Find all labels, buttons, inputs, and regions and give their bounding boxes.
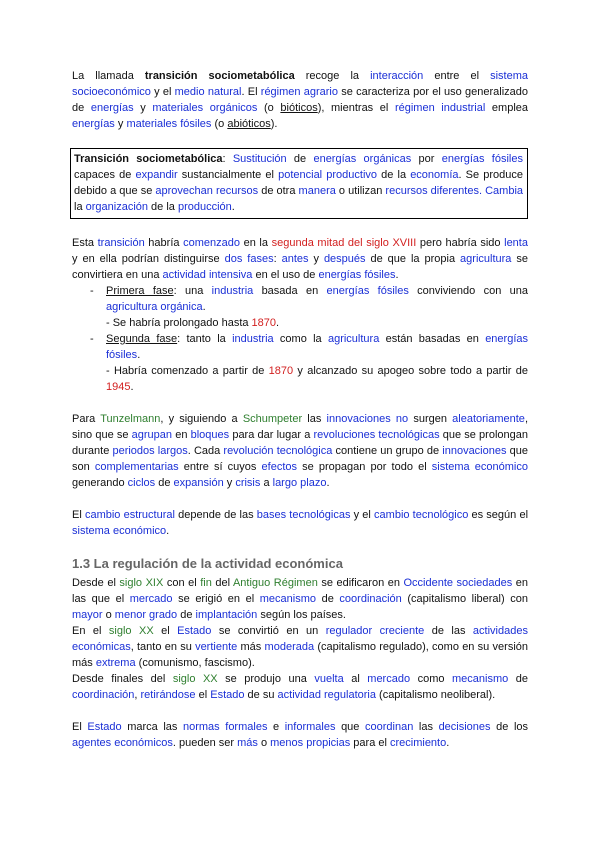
- highlight-term: materiales fósiles: [126, 118, 212, 130]
- highlight-term: vertiente: [195, 641, 238, 653]
- highlight-term: innovaciones: [326, 413, 391, 425]
- text: las: [413, 721, 439, 733]
- text: en las que el: [72, 577, 528, 605]
- highlight-term: agrupan: [131, 429, 173, 441]
- highlight-term: mecanismo: [259, 593, 317, 605]
- text: y el: [150, 86, 175, 98]
- text: depende de las: [174, 509, 257, 521]
- highlight-term: industria: [232, 333, 274, 345]
- highlight-term: Sustitución: [232, 153, 287, 165]
- text: emplea: [485, 102, 529, 114]
- highlight-term: después: [323, 253, 366, 265]
- text: y alcanzado su apogeo sobre todo a partir de: [293, 365, 528, 377]
- highlight-term: bloques: [190, 429, 230, 441]
- highlight-term: normas formales: [183, 721, 268, 733]
- text: .: [137, 349, 141, 361]
- date-term: 1870: [251, 317, 277, 329]
- list-item: [72, 331, 528, 395]
- text: y: [114, 118, 127, 130]
- highlight-term: dos fases: [224, 253, 274, 265]
- highlight-term: sistema socioeconómico: [72, 70, 528, 98]
- text: entre el: [423, 70, 491, 82]
- highlight-term: coordinan: [365, 721, 414, 733]
- highlight-term: comenzado: [183, 237, 240, 249]
- text: e: [267, 721, 285, 733]
- highlight-term: potencial productivo: [278, 169, 378, 181]
- highlight-term: lenta: [504, 237, 528, 249]
- text: (comunismo, fascismo).: [135, 657, 255, 669]
- highlight-term: régimen agrario: [260, 86, 338, 98]
- bold-term: Transición sociometabólica: [74, 153, 223, 165]
- text: ,: [134, 689, 141, 701]
- text: : una: [173, 285, 212, 297]
- text: (capitalismo neoliberal).: [375, 689, 496, 701]
- text: El: [72, 721, 88, 733]
- text: :: [222, 153, 233, 165]
- text: de su: [244, 689, 278, 701]
- underlined-term: bióticos: [280, 102, 318, 114]
- phase-name: Primera fase: [106, 285, 174, 297]
- text: que se prolongan durante: [72, 429, 528, 457]
- highlight-term: energías fósiles: [326, 285, 409, 297]
- text: surgen: [408, 413, 453, 425]
- highlight-term: cambio tecnológico: [374, 509, 469, 521]
- highlight-term: retirándose: [140, 689, 196, 701]
- highlight-term: manera: [298, 185, 336, 197]
- text: de: [177, 609, 196, 621]
- highlight-term: expandir: [135, 169, 178, 181]
- text: por: [411, 153, 442, 165]
- transition-paragraph: [72, 235, 528, 283]
- text: generando: [72, 477, 128, 489]
- text: se convirtió en un: [211, 625, 326, 637]
- text: Desde finales del: [72, 673, 173, 685]
- period-term: Antiguo Régimen: [232, 577, 318, 589]
- text: o: [257, 737, 271, 749]
- highlight-term: moderada: [264, 641, 315, 653]
- text: recoge la: [294, 70, 371, 82]
- definition-box: [70, 148, 528, 219]
- highlight-term: energías: [72, 118, 115, 130]
- text: .: [202, 301, 206, 313]
- highlight-term: Estado: [210, 689, 245, 701]
- text: se edificaron en: [317, 577, 404, 589]
- highlight-term: actividades económicas: [72, 625, 528, 653]
- text: En el: [72, 625, 109, 637]
- highlight-term: energías fósiles: [441, 153, 523, 165]
- highlight-term: agentes económicos: [72, 737, 173, 749]
- regulation-paragraph-2: [72, 623, 528, 671]
- list-item: [72, 283, 528, 331]
- text: para el: [350, 737, 390, 749]
- date-term: 1945: [106, 381, 131, 393]
- highlight-term: menos propicias: [270, 737, 351, 749]
- highlight-term: aprovechan recursos: [155, 185, 259, 197]
- text: para dar lugar a: [229, 429, 314, 441]
- highlight-term: periodos largos: [112, 445, 188, 457]
- text: a: [260, 477, 273, 489]
- text: de la: [377, 169, 411, 181]
- highlight-term: informales: [284, 721, 336, 733]
- text: se convirtiera en una: [72, 253, 528, 281]
- highlight-term: Estado: [177, 625, 212, 637]
- text: más: [237, 641, 265, 653]
- text: en: [172, 429, 191, 441]
- highlight-term: más: [237, 737, 258, 749]
- regulation-paragraph-3: [72, 671, 528, 703]
- text: .: [446, 737, 450, 749]
- period-term: siglo XIX: [119, 577, 164, 589]
- highlight-term: efectos: [261, 461, 297, 473]
- highlight-term: Estado: [87, 721, 122, 733]
- text: .: [276, 317, 280, 329]
- list-dash: -: [90, 285, 94, 297]
- highlight-term: mercado: [367, 673, 411, 685]
- list-dash: -: [90, 333, 94, 345]
- text: según los países.: [257, 609, 346, 621]
- text: (o: [211, 118, 228, 130]
- text: . Se produce debido a que se: [74, 169, 524, 197]
- text: capaces de: [74, 169, 136, 181]
- highlight-term: antes: [281, 253, 309, 265]
- text: y: [133, 102, 153, 114]
- text: .: [130, 381, 134, 393]
- text: Desde el: [72, 577, 120, 589]
- text: (capitalismo liberal) con: [401, 593, 528, 605]
- highlight-term: interacción: [370, 70, 424, 82]
- text: que son: [72, 445, 528, 473]
- text: de otra: [258, 185, 299, 197]
- highlight-term: actividad intensiva: [162, 269, 253, 281]
- highlight-term: no: [395, 413, 409, 425]
- highlight-term: sistema económico: [72, 525, 167, 537]
- text: de los: [490, 721, 529, 733]
- text: ), mientras el: [317, 102, 395, 114]
- highlight-term: agricultura: [327, 333, 380, 345]
- text: basada en: [253, 285, 327, 297]
- text: están basadas en: [379, 333, 486, 345]
- text: (capitalismo regulado), como en su versión más: [72, 641, 528, 669]
- text: (o: [257, 102, 281, 114]
- text: contiene un grupo de: [332, 445, 443, 457]
- text: y el: [350, 509, 375, 521]
- text: el: [195, 689, 211, 701]
- highlight-term: mecanismo: [452, 673, 509, 685]
- highlight-term: crecimiento: [389, 737, 447, 749]
- text: , tanto en su: [130, 641, 196, 653]
- text: de: [316, 593, 340, 605]
- highlight-term: energías fósiles: [106, 333, 528, 361]
- text: Esta: [72, 237, 98, 249]
- highlight-term: régimen industrial: [394, 102, 486, 114]
- highlight-term: producción: [177, 201, 232, 213]
- text: se propagan por todo el: [297, 461, 432, 473]
- highlight-term: expansión: [173, 477, 224, 489]
- text: pero habría sido: [416, 237, 505, 249]
- date-term: segunda mitad del siglo XVIII: [271, 237, 417, 249]
- text: : tanto la: [177, 333, 233, 345]
- highlight-term: organización: [85, 201, 148, 213]
- innovation-paragraph: [72, 411, 528, 491]
- text: . Cada: [187, 445, 224, 457]
- text: en el uso de: [252, 269, 319, 281]
- highlight-term: revolución tecnológica: [223, 445, 333, 457]
- text: .: [166, 525, 170, 537]
- text: .: [231, 201, 235, 213]
- regulation-paragraph-1: [72, 575, 528, 623]
- text: y: [308, 253, 324, 265]
- text: y: [223, 477, 236, 489]
- highlight-term: decisiones: [438, 721, 491, 733]
- highlight-term: sistema económico: [431, 461, 528, 473]
- text: de las: [424, 625, 473, 637]
- period-term: siglo XX: [172, 673, 218, 685]
- text: conviviendo con una: [408, 285, 528, 297]
- phase-note: - Habría comenzado a partir de: [106, 365, 269, 377]
- highlight-term: complementarias: [94, 461, 179, 473]
- highlight-term: Occidente sociedades: [403, 577, 513, 589]
- text: en la: [239, 237, 272, 249]
- text: .: [326, 477, 330, 489]
- text: de la: [148, 201, 178, 213]
- text: :: [273, 253, 282, 265]
- highlight-term: agricultura orgánica: [106, 301, 203, 313]
- text: del: [211, 577, 233, 589]
- text: al: [343, 673, 368, 685]
- highlight-term: transición: [97, 237, 145, 249]
- text: o: [102, 609, 115, 621]
- text: como la: [273, 333, 328, 345]
- text: es según el: [468, 509, 529, 521]
- text: , sino que se: [72, 413, 528, 441]
- highlight-term: medio natural: [174, 86, 242, 98]
- text: o utilizan: [335, 185, 386, 197]
- underlined-term: abióticos: [227, 118, 271, 130]
- text: que: [335, 721, 365, 733]
- highlight-term: energías: [90, 102, 134, 114]
- text: y en ella podrían distinguirse: [72, 253, 225, 265]
- highlight-term: economía: [410, 169, 459, 181]
- text: se erigió en el: [172, 593, 260, 605]
- intro-paragraph: [72, 68, 528, 132]
- text: con el: [163, 577, 201, 589]
- definition-text: [74, 151, 523, 215]
- text: . El: [241, 86, 261, 98]
- phase-note: - Se habría prolongado hasta: [106, 317, 252, 329]
- highlight-term: implantación: [195, 609, 258, 621]
- document-page: [72, 68, 528, 751]
- text: de: [286, 153, 314, 165]
- author-name: Schumpeter: [242, 413, 303, 425]
- text: la: [74, 201, 86, 213]
- highlight-term: innovaciones: [442, 445, 507, 457]
- date-term: 1870: [268, 365, 294, 377]
- text: habría: [144, 237, 184, 249]
- highlight-term: ciclos: [127, 477, 156, 489]
- highlight-term: extrema: [95, 657, 136, 669]
- period-term: fin: [200, 577, 212, 589]
- highlight-term: actividad regulatoria: [277, 689, 376, 701]
- text: de: [508, 673, 528, 685]
- text: se produjo una: [217, 673, 315, 685]
- highlight-term: revoluciones tecnológicas: [313, 429, 440, 441]
- highlight-term: mercado: [129, 593, 173, 605]
- text: ).: [270, 118, 278, 130]
- text: , y siguiendo a: [160, 413, 243, 425]
- text: sustancialmente el: [177, 169, 279, 181]
- highlight-term: cambio estructural: [84, 509, 175, 521]
- text: . pueden ser: [172, 737, 238, 749]
- highlight-term: largo plazo: [272, 477, 327, 489]
- highlight-term: energías orgánicas: [313, 153, 412, 165]
- highlight-term: menor grado: [114, 609, 178, 621]
- text: .: [395, 269, 399, 281]
- text: las: [302, 413, 327, 425]
- highlight-term: regulador creciente: [325, 625, 425, 637]
- state-paragraph: [72, 719, 528, 751]
- text: de: [155, 477, 174, 489]
- text: se caracteriza por el uso generalizado de: [72, 86, 528, 114]
- highlight-term: materiales orgánicos: [152, 102, 258, 114]
- highlight-term: industria: [211, 285, 254, 297]
- text: el: [153, 625, 178, 637]
- highlight-term: aleatoriamente: [452, 413, 525, 425]
- highlight-term: mayor: [72, 609, 103, 621]
- phase-name: Segunda fase: [106, 333, 178, 345]
- text: El: [72, 509, 85, 521]
- text: La llamada: [72, 70, 145, 82]
- phases-list: [72, 283, 528, 395]
- highlight-term: vuelta: [314, 673, 344, 685]
- section-heading: 1.3 La regulación de la actividad económica: [72, 556, 343, 571]
- author-name: Tunzelmann: [100, 413, 161, 425]
- text: de que la propia: [365, 253, 461, 265]
- highlight-term: agricultura: [460, 253, 512, 265]
- highlight-term: bases tecnológicas: [256, 509, 351, 521]
- highlight-term: coordinación: [72, 689, 135, 701]
- structural-change-paragraph: [72, 507, 528, 539]
- highlight-term: recursos diferentes. Cambia: [385, 185, 524, 197]
- highlight-term: energías fósiles: [318, 269, 396, 281]
- text: marca las: [121, 721, 183, 733]
- highlight-term: coordinación: [339, 593, 402, 605]
- highlight-term: crisis: [235, 477, 261, 489]
- bold-term: transición sociometabólica: [144, 70, 295, 82]
- period-term: siglo XX: [108, 625, 154, 637]
- text: Para: [72, 413, 101, 425]
- text: entre sí cuyos: [178, 461, 262, 473]
- text: como: [410, 673, 452, 685]
